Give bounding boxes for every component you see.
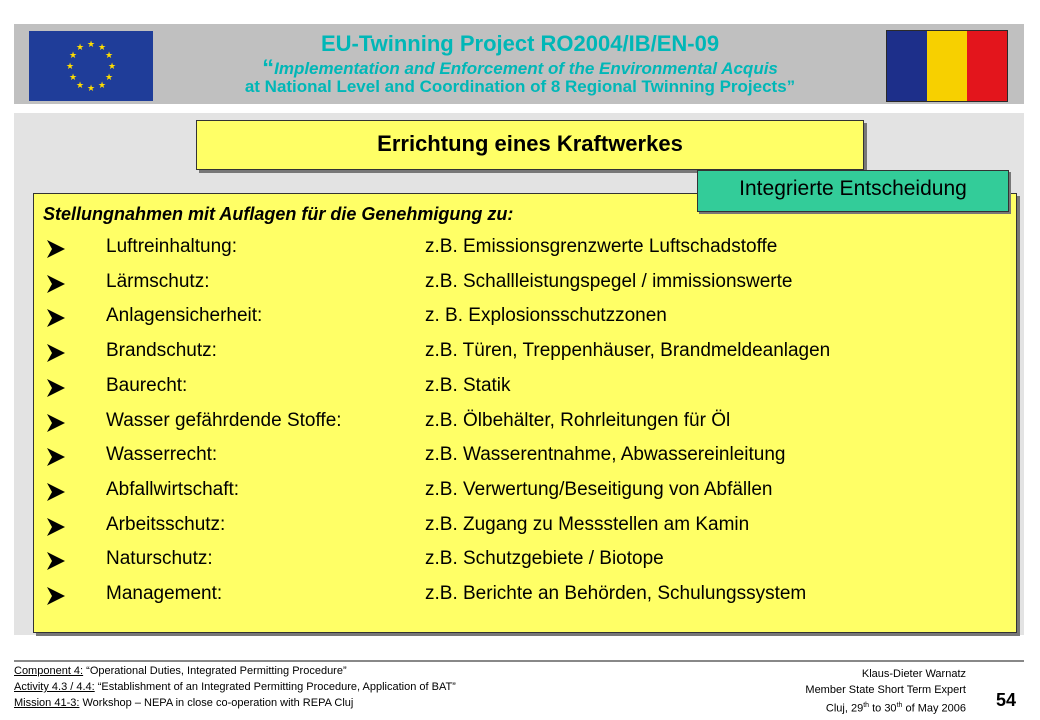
arrowhead-bullet-icon [44,306,68,330]
svg-text:★: ★ [68,51,78,61]
component-text: “Operational Duties, Integrated Permitting Procedure” [83,665,347,677]
slide-title: Errichtung eines Kraftwerkes [377,131,683,156]
item-value: z.B. Statik [425,374,511,396]
item-label: Naturschutz: [106,548,213,570]
svg-text:★: ★ [75,81,85,91]
footer-activity [14,679,456,695]
activity-text: “Establishment of an Integrated Permitting Procedure, Application of BAT” [94,681,456,693]
svg-text:★: ★ [97,81,107,91]
item-value: z.B. Schutzgebiete / Biotope [425,548,664,570]
flag-stripe-red [967,31,1007,101]
author-info [680,666,966,717]
date-sup-1: th [863,702,870,709]
intro-text: Stellungnahmen mit Auflagen für die Genehmigung zu: [43,204,514,224]
item-label: Lärmschutz: [106,270,210,292]
item-value: z.B. Schallleistungspegel / immissionswerte [425,270,793,292]
date-mid: to 30 [869,702,897,715]
footer-divider [14,660,1024,662]
svg-text:★: ★ [104,51,114,61]
footer-component [14,663,456,679]
item-value: z.B. Berichte an Behörden, Schulungssystem [425,583,807,604]
activity-label: Activity 4.3 / 4.4: [14,681,95,693]
author-name: Klaus-Dieter Warnatz [861,668,966,680]
item-label: Management: [106,583,223,604]
item-label: Wasserrecht: [106,444,218,466]
mission-text: Workshop – NEPA in close co-operation with REPA Cluj [79,697,354,709]
arrowhead-bullet-icon [44,549,68,573]
page-number: 54 [996,690,1017,710]
author-role: Member State Short Term Expert [805,684,966,696]
arrowhead-bullet-icon [44,515,68,539]
svg-text:★: ★ [107,62,117,72]
footer-info [14,663,456,711]
svg-text:★: ★ [65,62,75,72]
item-value: z.B. Türen, Treppenhäuser, Brandmeldeanlagen [425,340,831,362]
arrowhead-bullet-icon [44,376,68,400]
item-value: z.B. Ölbehälter, Rohrleitungen für Öl [425,409,731,431]
date-prefix: Cluj, 29 [825,702,864,715]
item-label: Anlagensicherheit: [106,305,263,327]
arrowhead-bullet-icon [44,480,68,504]
eu-stars-circle [29,31,153,101]
decision-badge [697,170,1009,212]
item-value: z.B. Wasserentnahme, Abwassereinleitung [425,444,786,466]
item-label: Brandschutz: [106,340,217,362]
svg-text:★: ★ [68,73,78,83]
svg-text:★: ★ [86,84,96,94]
svg-text:★: ★ [104,73,114,83]
open-quote: “ [262,55,275,82]
event-date [680,698,966,717]
item-label: Baurecht: [106,374,188,396]
item-value: z. B. Explosionsschutzzonen [425,305,667,327]
romania-flag-icon [887,31,1007,101]
item-label: Wasser gefährdende Stoffe: [106,409,342,431]
project-subtitle-line2: at National Level and Coordination of 8 Regional Twinning Projects” [244,77,796,96]
flag-stripe-blue [887,31,927,101]
item-value: z.B. Zugang zu Messstellen am Kamin [425,513,750,535]
arrowhead-bullet-icon [44,411,68,435]
item-value: z.B. Verwertung/Beseitigung von Abfällen [425,478,773,500]
arrowhead-bullet-icon [44,272,68,296]
date-sup-2: th [896,702,903,709]
project-title: EU-Twinning Project RO2004/IB/EN-09 [320,31,720,56]
svg-text:★: ★ [97,43,107,53]
component-label: Component 4: [14,665,84,677]
item-label: Abfallwirtschaft: [106,478,240,500]
arrowhead-bullet-icon [44,341,68,365]
eu-flag-icon [29,31,153,101]
svg-text:★: ★ [86,40,96,50]
decision-badge-label: Integrierte Entscheidung [739,177,967,200]
footer-mission [14,695,456,711]
svg-text:★: ★ [75,43,85,53]
item-label: Arbeitsschutz: [106,513,226,535]
arrowhead-bullet-icon [44,445,68,469]
arrowhead-bullet-icon [44,237,68,261]
arrowhead-bullet-icon [44,584,68,608]
item-value: z.B. Emissionsgrenzwerte Luftschadstoffe [425,236,778,257]
date-suffix: of May 2006 [902,702,966,715]
subtitle-text-1: Implementation and Enforcement of the Environmental Acquis [274,59,778,78]
item-label: Luftreinhaltung: [106,236,237,257]
flag-stripe-yellow [927,31,967,101]
mission-label: Mission 41-3: [14,697,80,709]
slide-title-box [196,120,864,170]
